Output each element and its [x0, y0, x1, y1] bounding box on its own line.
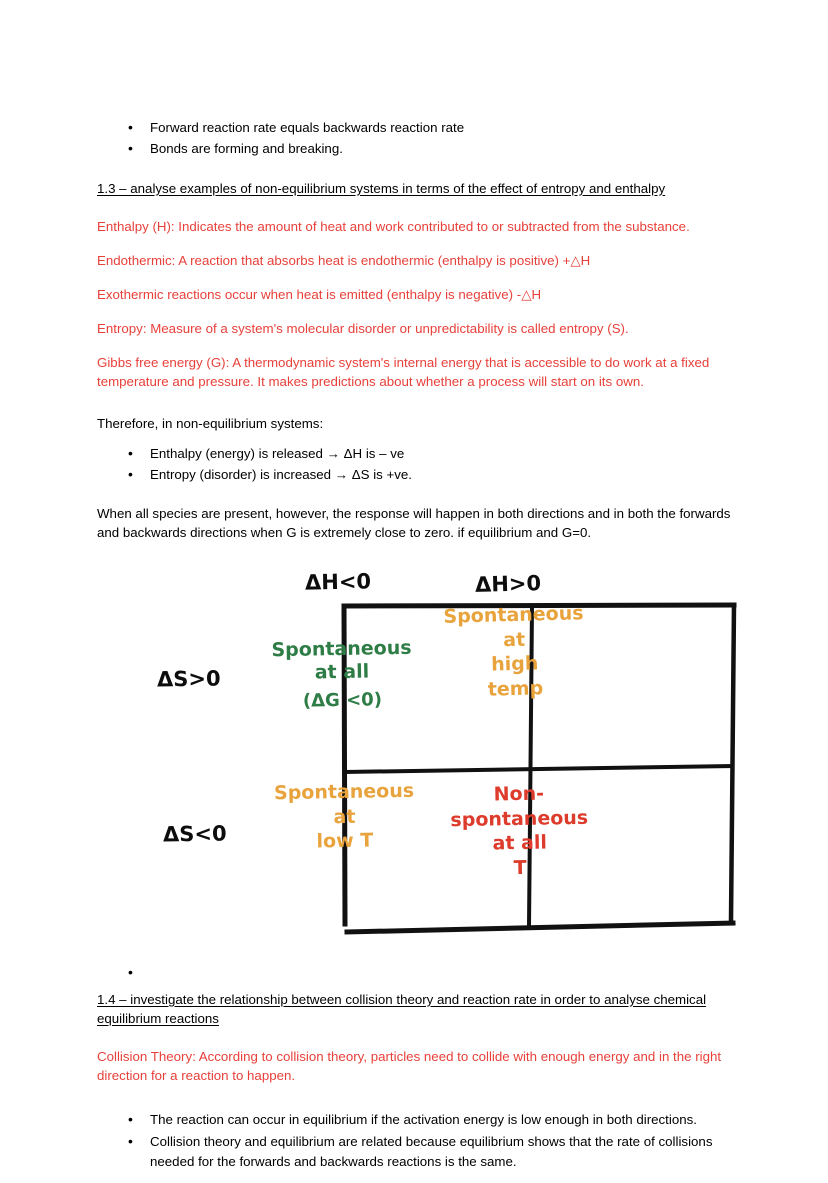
spacer: [97, 1101, 731, 1110]
top-bullet-list: [97, 118, 731, 159]
list-item: • Forward reaction rate equals backwards reaction rate: [97, 118, 731, 138]
list-item: • Bonds are forming and breaking.: [97, 139, 731, 159]
bottom-bullet-list: [97, 1110, 731, 1172]
diagram-row-label-delta-s-negative: ΔS<0: [162, 821, 227, 847]
heading-1-4-text: 1.4 – investigate the relationship between collision theory and reaction rate in order to analyse chemical equilibrium reactions: [97, 991, 707, 1027]
definition-collision-theory: Collision Theory: According to collision theory, particles need to collide with enough energy and in the right direction for a reaction to happen.: [97, 1049, 722, 1084]
list-item: • Entropy (disorder) is increased → ΔS is +ve.: [97, 465, 731, 485]
definition-endothermic: Endothermic: A reaction that absorbs heat is endothermic (enthalpy is positive) +△H: [97, 253, 591, 269]
spacer: [97, 496, 731, 505]
diagram-quadrant-top-left-subtext: (ΔG <0): [302, 689, 383, 712]
heading-1-4: [97, 990, 731, 1029]
diagram-quadrant-top-right: Spontaneous at high temp: [443, 602, 584, 701]
empty-list-item: [97, 970, 731, 984]
list-item: • Collision theory and equilibrium are related because equilibrium shows that the rate of collisions needed for the forwards and backwards reactions is the same.: [97, 1132, 731, 1172]
diagram-column-label-delta-h-negative: ΔH<0: [304, 569, 372, 595]
definition-enthalpy: Enthalpy (H): Indicates the amount of heat and work contributed to or subtracted from the substance.: [97, 219, 690, 235]
definition-gibbs-free-energy: Gibbs free energy (G): A thermodynamic system's internal energy that is accessible to do work at a fixed temperature and pressure. It makes predictions about whether a process will start on its own.: [97, 354, 710, 389]
spacer: [97, 1039, 731, 1048]
therefore-line: Therefore, in non-equilibrium systems:: [97, 416, 324, 432]
diagram-column-label-delta-h-positive: ΔH>0: [474, 571, 542, 597]
document-content: [97, 118, 731, 1183]
heading-1-3: [97, 179, 731, 198]
definition-entropy: Entropy: Measure of a system's molecular disorder or unpredictability is called entropy (S).: [97, 320, 629, 336]
definition-exothermic: Exothermic reactions occur when heat is emitted (enthalpy is negative) -△H: [97, 286, 542, 302]
diagram-quadrant-bottom-right: Non-spontaneous at all T: [450, 782, 589, 880]
diagram-quadrant-top-left-text: Spontaneous at all: [271, 636, 412, 684]
list-item: • Enthalpy (energy) is released → ΔH is – ve: [97, 444, 731, 464]
closing-paragraph: When all species are present, however, the response will happen in both directions and in both the forwards and backwards directions when G is extremely close to zero. if equilibrium and G=0.: [97, 506, 731, 541]
diagram-row-label-delta-s-positive: ΔS>0: [156, 666, 221, 692]
spacer: [97, 406, 731, 415]
list-item: • The reaction can occur in equilibrium if the activation energy is low enough in both directions.: [97, 1110, 731, 1130]
therefore-bullet-list: [97, 444, 731, 485]
spacer: [97, 553, 731, 570]
spacer: [97, 209, 731, 218]
spontaneity-quadrant-diagram: [97, 570, 731, 970]
diagram-quadrant-top-left: [256, 636, 427, 713]
diagram-quadrant-bottom-left: Spontaneous at low T: [273, 779, 415, 853]
heading-1-3-text: 1.3 – analyse examples of non-equilibrium systems in terms of the effect of entropy and enthalpy: [97, 180, 666, 196]
spacer: [97, 170, 731, 179]
